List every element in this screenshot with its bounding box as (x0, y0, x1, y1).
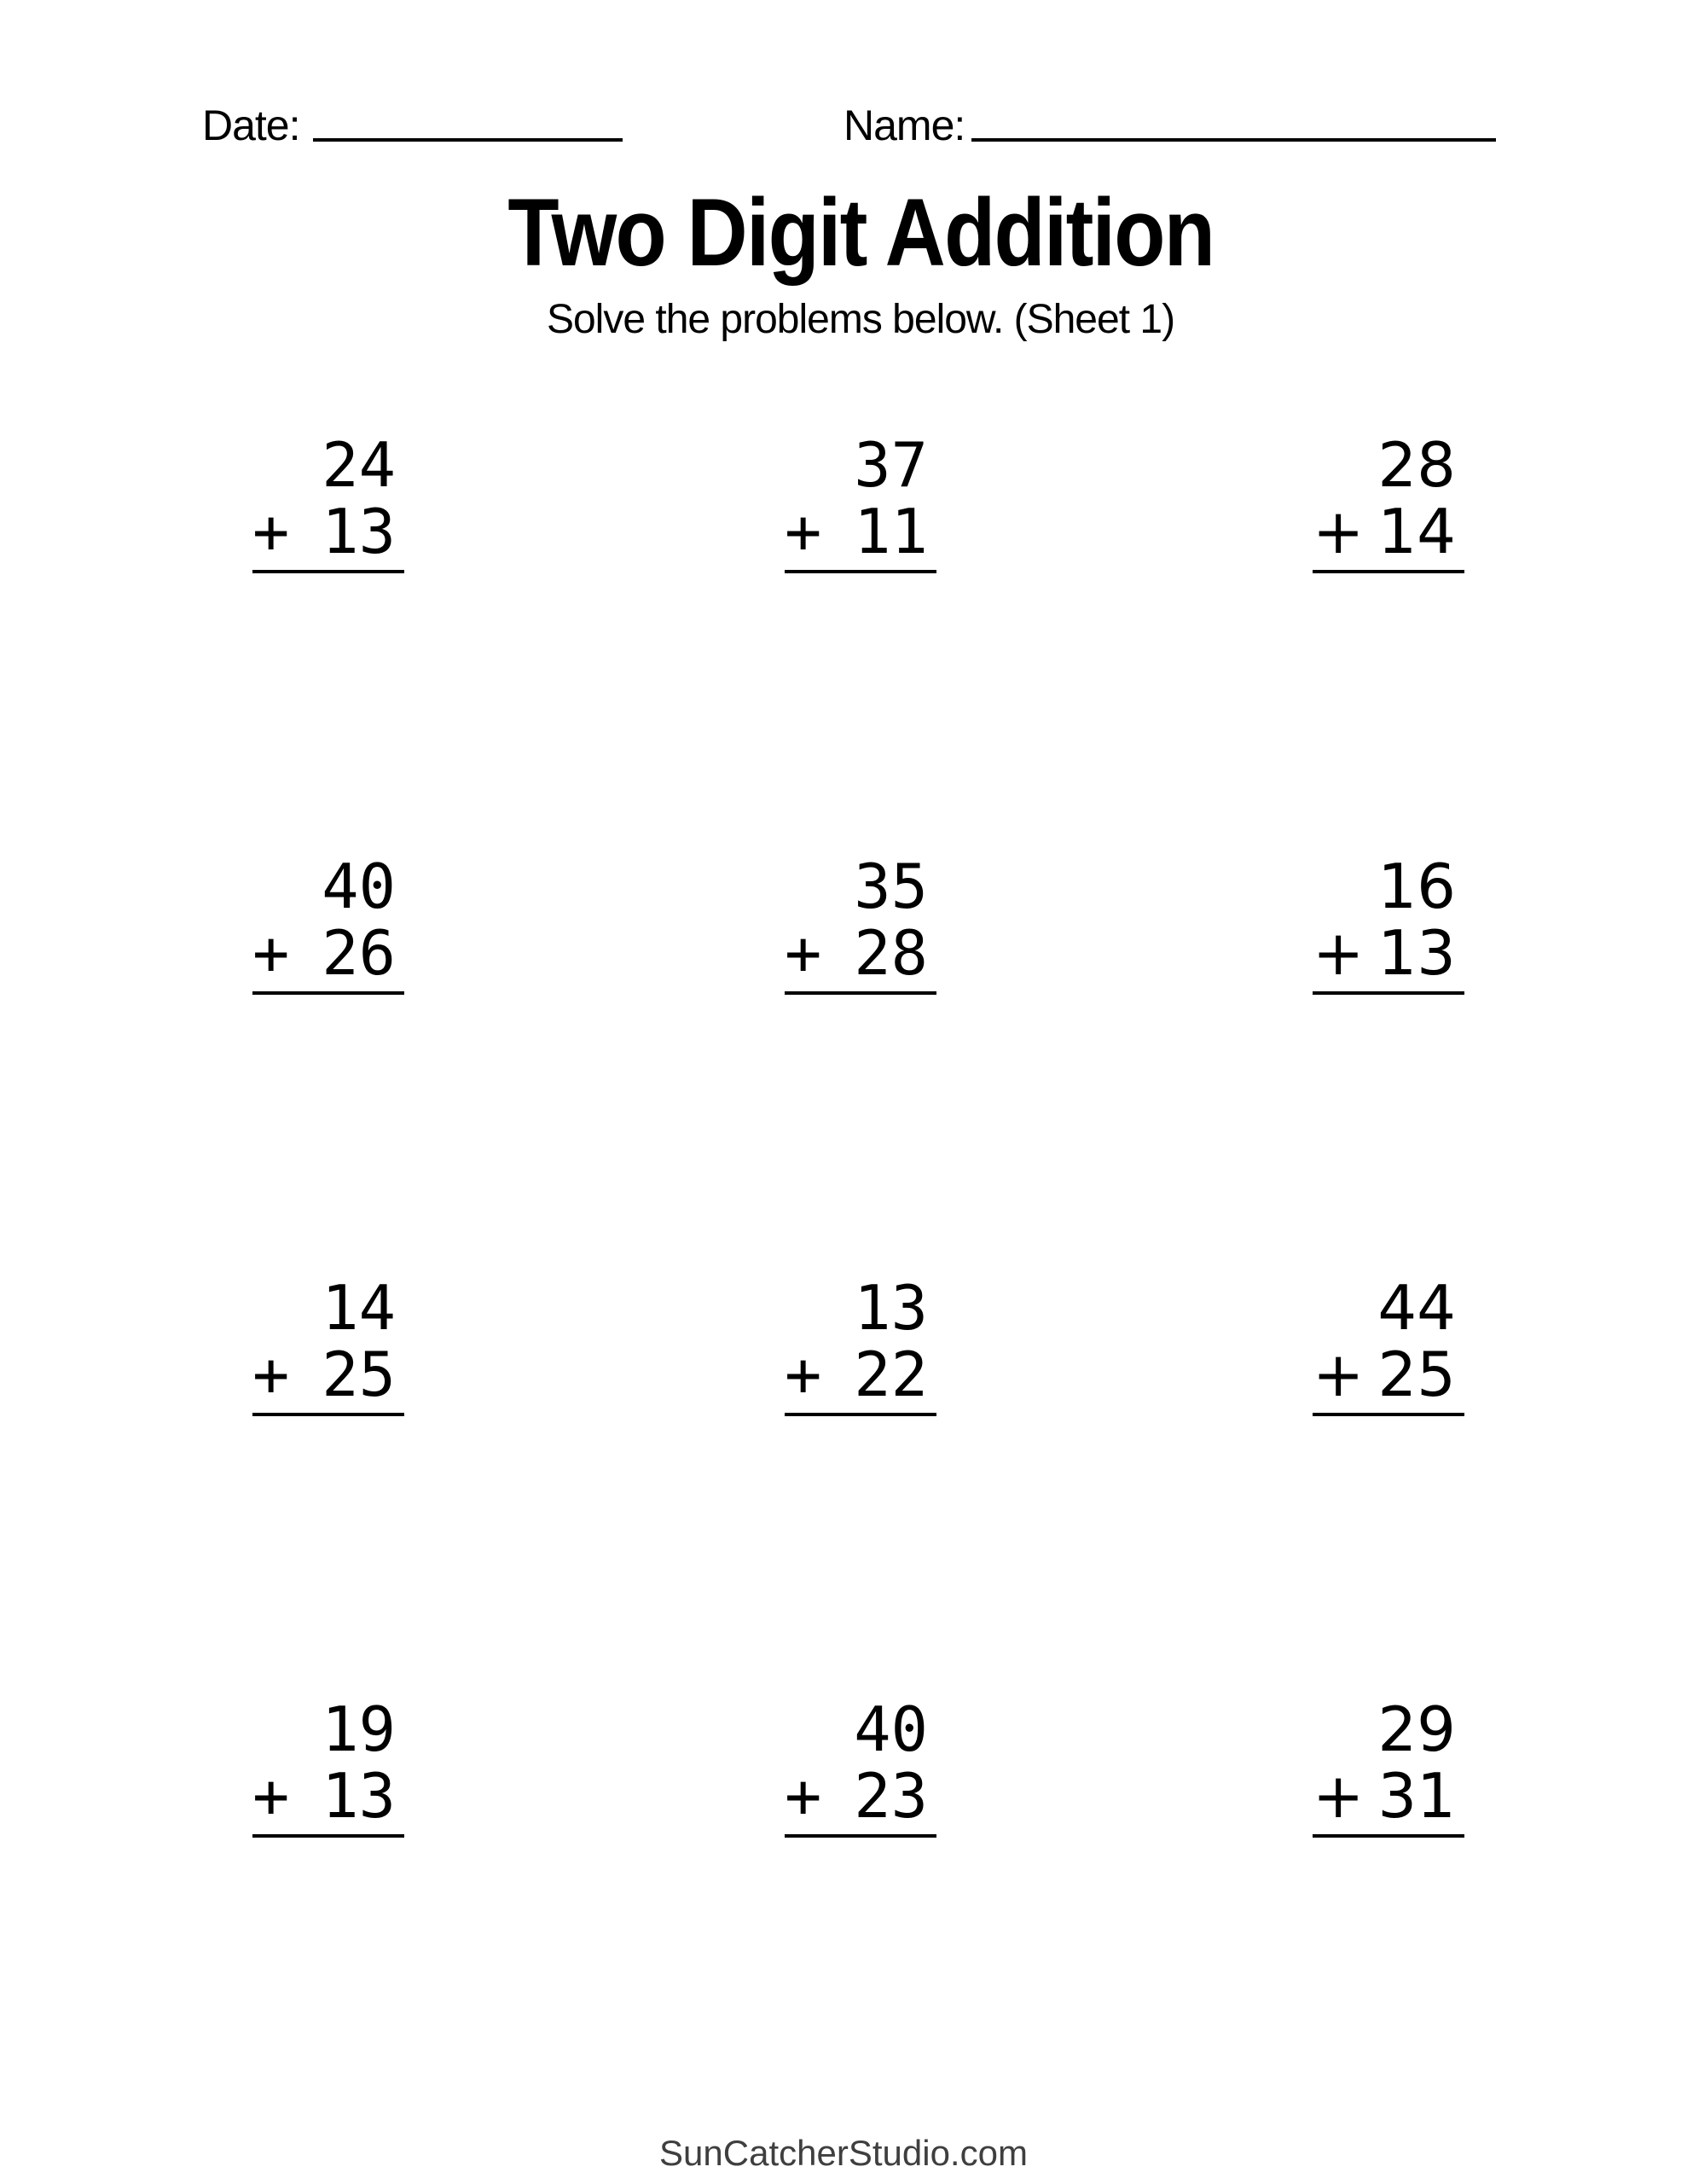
date-line (313, 138, 623, 142)
addend-top: 19 (322, 1693, 396, 1765)
plus-sign: + (785, 496, 822, 567)
addend-top: 29 (1377, 1693, 1456, 1765)
addend-top: 16 (1377, 851, 1456, 922)
addend-bottom: 25 (1377, 1339, 1456, 1410)
addition-problem-9 (1313, 1272, 1464, 1416)
addend-top: 37 (854, 429, 928, 501)
addition-problem-12 (1313, 1693, 1464, 1838)
addend-bottom: 13 (1377, 917, 1456, 989)
addend-top: 40 (854, 1693, 928, 1765)
addition-problem-2 (785, 429, 936, 573)
addition-problem-5 (785, 853, 936, 995)
addend-top: 24 (322, 429, 396, 501)
addition-problem-8 (785, 1272, 936, 1416)
name-label: Name: (844, 102, 965, 149)
name-field (844, 101, 1496, 150)
footer-watermark: SunCatcherStudio.com (659, 2133, 1028, 2173)
page-title: Two Digit Addition (507, 179, 1214, 286)
addend-top: 44 (1377, 1272, 1456, 1344)
addend-top: 13 (854, 1272, 928, 1344)
addend-bottom: 13 (322, 496, 396, 567)
addition-problem-4 (252, 853, 404, 995)
addend-bottom: 28 (854, 917, 928, 989)
plus-sign: + (252, 1760, 290, 1832)
addend-bottom: 11 (854, 496, 928, 567)
addend-bottom: 26 (322, 917, 396, 989)
plus-sign: + (785, 917, 822, 989)
addend-bottom: 23 (854, 1760, 928, 1832)
date-field (202, 101, 623, 150)
addition-problem-7 (252, 1272, 404, 1416)
addend-bottom: 13 (322, 1760, 396, 1832)
addition-problem-3 (1313, 429, 1464, 573)
plus-sign: + (252, 917, 290, 989)
plus-sign: + (1313, 917, 1365, 989)
addend-top: 40 (322, 851, 396, 922)
plus-sign: + (1313, 1339, 1365, 1410)
addition-problem-11 (785, 1693, 936, 1838)
addend-top: 35 (854, 851, 928, 922)
addend-bottom: 22 (854, 1339, 928, 1410)
plus-sign: + (785, 1760, 822, 1832)
addition-problem-10 (252, 1693, 404, 1838)
addend-top: 14 (322, 1272, 396, 1344)
addition-problem-6 (1313, 853, 1464, 995)
plus-sign: + (1313, 496, 1365, 567)
name-line (971, 138, 1496, 142)
title-block (17, 177, 1687, 343)
addend-bottom: 31 (1377, 1760, 1456, 1832)
page-subtitle: Solve the problems below. (Sheet 1) (546, 297, 1175, 342)
plus-sign: + (1313, 1760, 1365, 1832)
date-label: Date: (202, 102, 300, 149)
plus-sign: + (252, 496, 290, 567)
plus-sign: + (252, 1339, 290, 1410)
addend-top: 28 (1377, 429, 1456, 501)
addend-bottom: 14 (1377, 496, 1456, 567)
plus-sign: + (785, 1339, 822, 1410)
addition-problem-1 (252, 429, 404, 573)
addend-bottom: 25 (322, 1339, 396, 1410)
